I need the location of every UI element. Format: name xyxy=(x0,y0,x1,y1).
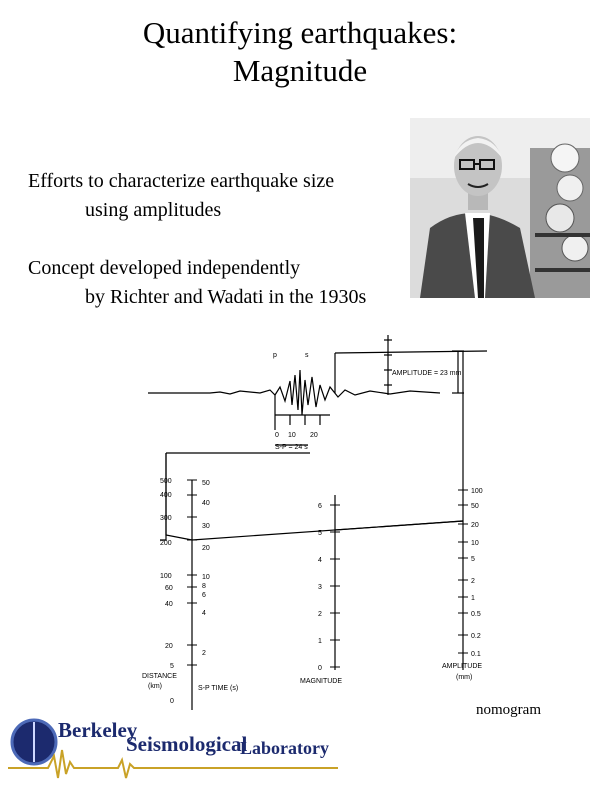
distance-axis-unit: (km) xyxy=(148,683,162,690)
amp-tick-100: 100 xyxy=(471,488,483,495)
dist-tick-500: 500 xyxy=(160,478,172,485)
bullet-1-line-1: Efforts to characterize earthquake size xyxy=(28,170,335,192)
label-time-0: 0 xyxy=(275,432,279,439)
richter-nomogram xyxy=(130,335,500,715)
amp-tick-1: 1 xyxy=(471,595,475,602)
dist-tick-400: 400 xyxy=(160,492,172,499)
mag-tick-4: 4 xyxy=(318,557,322,564)
mag-tick-6: 6 xyxy=(318,503,322,510)
sp-tick-6: 6 xyxy=(202,592,206,599)
bullet-2-line-1: Concept developed independently xyxy=(28,257,301,279)
label-sp-time: S-P = 24 s xyxy=(275,444,308,451)
sp-axis-label: S-P TIME (s) xyxy=(198,685,239,692)
sp-tick-8: 8 xyxy=(202,583,206,590)
amp-tick-20: 20 xyxy=(471,522,479,529)
mag-tick-5: 5 xyxy=(318,530,322,537)
bullet-2 xyxy=(28,254,366,312)
label-s: s xyxy=(305,352,309,359)
mag-tick-2: 2 xyxy=(318,611,322,618)
amp-tick-10: 10 xyxy=(471,540,479,547)
sp-tick-10: 10 xyxy=(202,574,210,581)
label-time-10: 10 xyxy=(288,432,296,439)
bullet-1-line-2: using amplitudes xyxy=(85,199,222,221)
logo-word-berkeley: Berkeley xyxy=(58,718,138,742)
sp-tick-20: 20 xyxy=(202,545,210,552)
sp-tick-2: 2 xyxy=(202,650,206,657)
mag-tick-3: 3 xyxy=(318,584,322,591)
amp-tick-2: 2 xyxy=(471,578,475,585)
title-line-1: Quantifying earthquakes: xyxy=(142,15,458,50)
amp-tick-0.2: 0.2 xyxy=(471,633,481,640)
dist-tick-300: 300 xyxy=(160,515,172,522)
sp-tick-40: 40 xyxy=(202,500,210,507)
dist-tick-0: 0 xyxy=(170,698,174,705)
label-time-20: 20 xyxy=(310,432,318,439)
bullet-2-line-2: by Richter and Wadati in the 1930s xyxy=(85,286,367,308)
richter-photo xyxy=(410,118,590,298)
sp-tick-30: 30 xyxy=(202,523,210,530)
amplitude-axis-label: AMPLITUDE xyxy=(442,663,483,670)
amplitude-axis-unit: (mm) xyxy=(456,674,473,681)
dist-tick-100: 100 xyxy=(160,573,172,580)
dist-tick-20: 20 xyxy=(165,643,173,650)
sp-tick-50: 50 xyxy=(202,480,210,487)
label-p: p xyxy=(273,352,277,359)
dist-tick-40: 40 xyxy=(165,601,173,608)
sp-tick-4: 4 xyxy=(202,610,206,617)
label-amplitude-reading: AMPLITUDE = 23 mm xyxy=(392,370,462,377)
magnitude-axis-label: MAGNITUDE xyxy=(300,678,342,685)
nomogram-caption: nomogram xyxy=(476,702,541,718)
amp-tick-50: 50 xyxy=(471,503,479,510)
distance-axis-label: DISTANCE xyxy=(142,673,177,680)
amp-tick-0.5: 0.5 xyxy=(471,611,481,618)
bsl-logo xyxy=(8,712,338,784)
mag-tick-1: 1 xyxy=(318,638,322,645)
logo-word-laboratory: Laboratory xyxy=(240,738,329,758)
amp-tick-5: 5 xyxy=(471,556,475,563)
mag-tick-0: 0 xyxy=(318,665,322,672)
title-line-2: Magnitude xyxy=(232,53,368,88)
dist-tick-60: 60 xyxy=(165,585,173,592)
amp-tick-0.1: 0.1 xyxy=(471,651,481,658)
slide-title xyxy=(0,14,600,90)
logo-word-seismological: Seismological xyxy=(126,732,248,756)
dist-tick-200: 200 xyxy=(160,540,172,547)
baseline-upper xyxy=(335,351,487,353)
bullet-1 xyxy=(28,167,334,225)
dist-tick-5: 5 xyxy=(170,663,174,670)
